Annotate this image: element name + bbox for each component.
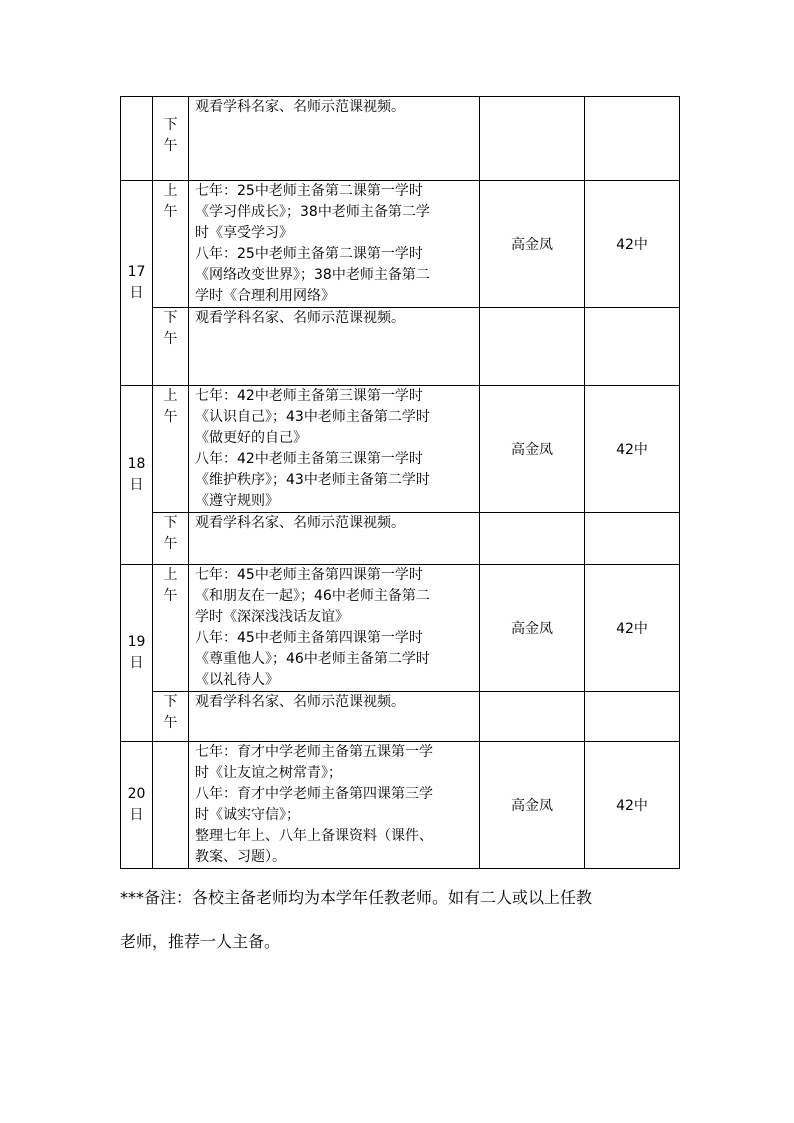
activity-line: 观看学科名家、名师示范课视频。 bbox=[195, 694, 405, 710]
half-day-char: 午 bbox=[163, 204, 178, 220]
half-day-cell-empty bbox=[153, 742, 189, 869]
half-day-char: 午 bbox=[163, 536, 178, 552]
date-text: 日 bbox=[129, 285, 144, 301]
activity-line: 学时《合理利用网络》 bbox=[195, 288, 335, 304]
date-text: 日 bbox=[129, 477, 144, 493]
activity-cell bbox=[189, 386, 480, 513]
activity-line: 学时《深深浅浅话友谊》 bbox=[195, 609, 349, 625]
date-text: 日 bbox=[129, 807, 144, 823]
half-day-cell bbox=[153, 386, 189, 513]
school-cell-empty bbox=[585, 97, 680, 181]
activity-line: 八年：育才中学老师主备第四课第三学 bbox=[195, 786, 433, 802]
date-cell bbox=[121, 386, 153, 565]
activity-line: 七年：育才中学老师主备第五课第一学 bbox=[195, 744, 433, 760]
activity-line: 时《享受学习》 bbox=[195, 225, 293, 241]
half-day-cell bbox=[153, 513, 189, 565]
activity-line: 《认识自己》；43中老师主备第二学时 bbox=[195, 409, 430, 425]
half-day-char: 下 bbox=[163, 694, 178, 710]
table-row bbox=[121, 565, 680, 692]
person-cell: 高金凤 bbox=[480, 181, 585, 308]
activity-line: 七年：45中老师主备第四课第一学时 bbox=[195, 567, 423, 583]
person-cell-empty bbox=[480, 692, 585, 742]
table-row bbox=[121, 692, 680, 742]
person-cell-empty bbox=[480, 97, 585, 181]
date-text: 19 bbox=[127, 634, 146, 650]
activity-cell bbox=[189, 692, 480, 742]
table-row bbox=[121, 308, 680, 386]
activity-cell bbox=[189, 742, 480, 869]
school-cell-empty bbox=[585, 308, 680, 386]
activity-cell bbox=[189, 308, 480, 386]
activity-line: 八年：25中老师主备第二课第一学时 bbox=[195, 246, 423, 262]
activity-line: 八年：45中老师主备第四课第一学时 bbox=[195, 630, 423, 646]
half-day-char: 午 bbox=[163, 715, 178, 731]
half-day-char: 下 bbox=[163, 310, 178, 326]
activity-cell bbox=[189, 181, 480, 308]
school-cell: 42中 bbox=[585, 181, 680, 308]
activity-line: 七年：42中老师主备第三课第一学时 bbox=[195, 388, 423, 404]
half-day-cell bbox=[153, 181, 189, 308]
remark-line-1: ***备注：各校主备老师均为本学年任教老师。如有二人或以上任教 bbox=[120, 888, 593, 907]
half-day-cell bbox=[153, 565, 189, 692]
date-cell bbox=[121, 742, 153, 869]
half-day-char: 下 bbox=[163, 515, 178, 531]
half-day-char: 上 bbox=[163, 388, 178, 404]
half-day-cell bbox=[153, 308, 189, 386]
activity-line: 《尊重他人》；46中老师主备第二学时 bbox=[195, 651, 430, 667]
activity-line: 《做更好的自己》 bbox=[195, 430, 307, 446]
date-cell-empty bbox=[121, 97, 153, 181]
half-day-char: 午 bbox=[163, 588, 178, 604]
schedule-table bbox=[120, 96, 680, 869]
activity-cell bbox=[189, 97, 480, 181]
person-cell: 高金凤 bbox=[480, 565, 585, 692]
table-row bbox=[121, 97, 680, 181]
activity-cell bbox=[189, 565, 480, 692]
table-row bbox=[121, 181, 680, 308]
school-cell: 42中 bbox=[585, 742, 680, 869]
activity-line: 《网络改变世界》；38中老师主备第二 bbox=[195, 267, 430, 283]
half-day-char: 上 bbox=[163, 183, 178, 199]
activity-line: 时《诚实守信》； bbox=[195, 807, 300, 823]
half-day-char: 午 bbox=[163, 331, 178, 347]
half-day-char: 午 bbox=[163, 138, 178, 154]
activity-line: 教案、习题）。 bbox=[195, 849, 286, 865]
date-text: 日 bbox=[129, 655, 144, 671]
half-day-char: 午 bbox=[163, 409, 178, 425]
school-cell: 42中 bbox=[585, 386, 680, 513]
activity-cell bbox=[189, 513, 480, 565]
table-row bbox=[121, 386, 680, 513]
date-text: 17 bbox=[127, 264, 146, 280]
table-row bbox=[121, 742, 680, 869]
remark-note bbox=[120, 876, 690, 964]
activity-line: 七年：25中老师主备第二课第一学时 bbox=[195, 183, 423, 199]
activity-line: 观看学科名家、名师示范课视频。 bbox=[195, 515, 405, 531]
table-row bbox=[121, 513, 680, 565]
activity-line: 《以礼待人》 bbox=[195, 672, 279, 688]
activity-line: 八年：42中老师主备第三课第一学时 bbox=[195, 451, 423, 467]
person-cell: 高金凤 bbox=[480, 386, 585, 513]
person-cell: 高金凤 bbox=[480, 742, 585, 869]
date-text: 18 bbox=[127, 456, 146, 472]
half-day-char: 下 bbox=[163, 117, 178, 133]
date-cell bbox=[121, 565, 153, 742]
activity-line: 时《让友谊之树常青》； bbox=[195, 765, 342, 781]
date-text: 20 bbox=[127, 786, 146, 802]
activity-line: 观看学科名家、名师示范课视频。 bbox=[195, 310, 405, 326]
school-cell: 42中 bbox=[585, 565, 680, 692]
school-cell-empty bbox=[585, 513, 680, 565]
activity-line: 《和朋友在一起》；46中老师主备第二 bbox=[195, 588, 430, 604]
half-day-char: 上 bbox=[163, 567, 178, 583]
school-cell-empty bbox=[585, 692, 680, 742]
remark-line-2: 老师，推荐一人主备。 bbox=[120, 932, 281, 951]
activity-line: 《维护秩序》；43中老师主备第二学时 bbox=[195, 472, 430, 488]
person-cell-empty bbox=[480, 513, 585, 565]
date-cell bbox=[121, 181, 153, 386]
half-day-cell bbox=[153, 97, 189, 181]
activity-line: 《学习伴成长》；38中老师主备第二学 bbox=[195, 204, 430, 220]
person-cell-empty bbox=[480, 308, 585, 386]
activity-line: 《遵守规则》 bbox=[195, 493, 279, 509]
activity-line: 观看学科名家、名师示范课视频。 bbox=[195, 99, 405, 115]
half-day-cell bbox=[153, 692, 189, 742]
activity-line: 整理七年上、八年上备课资料（课件、 bbox=[195, 828, 433, 844]
